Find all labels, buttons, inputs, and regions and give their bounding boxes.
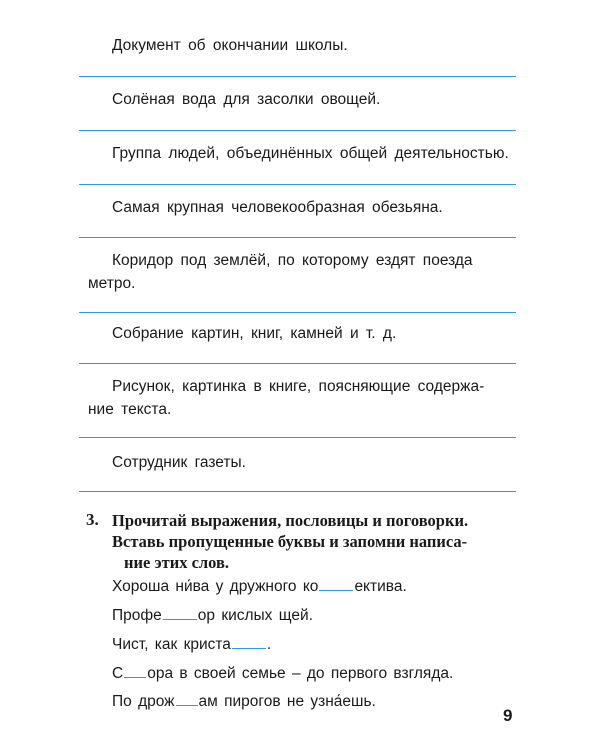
definition-7-line-1: Рисунок, картинка в книге, поясняющие содержа- <box>112 378 485 395</box>
proverb-5-gap[interactable] <box>176 691 198 706</box>
proverb-1 <box>112 576 407 598</box>
proverb-2-end: ор кислых щей. <box>197 607 313 624</box>
definition-5-line-2: метро. <box>88 275 136 292</box>
definition-4: Самая крупная человекообразная обезьяна. <box>112 199 443 216</box>
answer-line-6[interactable] <box>79 363 516 364</box>
proverb-1-end: ектива. <box>354 578 407 595</box>
task-line-3: ние этих слов. <box>124 553 230 572</box>
task-line-2: Вставь пропущенные буквы и запомни написа- <box>112 532 468 551</box>
proverb-4-start: С <box>112 665 124 682</box>
answer-line-2[interactable] <box>79 130 516 131</box>
proverb-5-start: По дрож <box>112 693 175 710</box>
definition-3: Группа людей, объединённых общей деятельностью. <box>112 145 509 162</box>
proverb-3 <box>112 634 271 656</box>
proverb-4-end: ора в своей семье – до первого взгляда. <box>147 665 454 682</box>
definition-8: Сотрудник газеты. <box>112 454 246 471</box>
proverb-3-end: . <box>266 636 272 653</box>
proverb-5 <box>112 691 376 713</box>
definition-7 <box>88 375 517 421</box>
definition-5-line-1: Коридор под землёй, по которому ездят поезда <box>112 252 473 269</box>
definition-7-line-2: ние текста. <box>88 401 172 418</box>
proverb-2 <box>112 605 313 627</box>
task-line-1: Прочитай выражения, пословицы и поговорки. <box>112 511 469 530</box>
proverb-2-gap[interactable] <box>163 605 197 620</box>
answer-line-5[interactable] <box>79 312 516 313</box>
proverb-2-start: Профе <box>112 607 162 624</box>
definition-1: Документ об окончании школы. <box>112 37 348 54</box>
definition-2: Солёная вода для засолки овощей. <box>112 91 381 108</box>
answer-line-7[interactable] <box>79 437 516 438</box>
proverb-4 <box>112 663 453 685</box>
definition-5 <box>88 249 517 295</box>
proverb-5-end: ам пирогов не узна́ешь. <box>198 693 376 710</box>
answer-line-3[interactable] <box>79 184 516 185</box>
definition-6: Собрание картин, книг, камней и т. д. <box>112 325 397 342</box>
proverb-4-gap[interactable] <box>124 663 146 678</box>
task-instructions <box>112 510 522 573</box>
answer-line-8[interactable] <box>79 491 516 492</box>
proverb-3-gap[interactable] <box>232 634 266 649</box>
page-number: 9 <box>503 706 513 725</box>
answer-line-4[interactable] <box>79 237 516 238</box>
task-number: 3. <box>86 510 99 529</box>
proverb-1-gap[interactable] <box>319 576 353 591</box>
answer-line-1[interactable] <box>79 76 516 77</box>
proverb-1-start: Хороша ни́ва у дружного ко <box>112 578 319 595</box>
proverb-3-start: Чист, как криста <box>112 636 231 653</box>
